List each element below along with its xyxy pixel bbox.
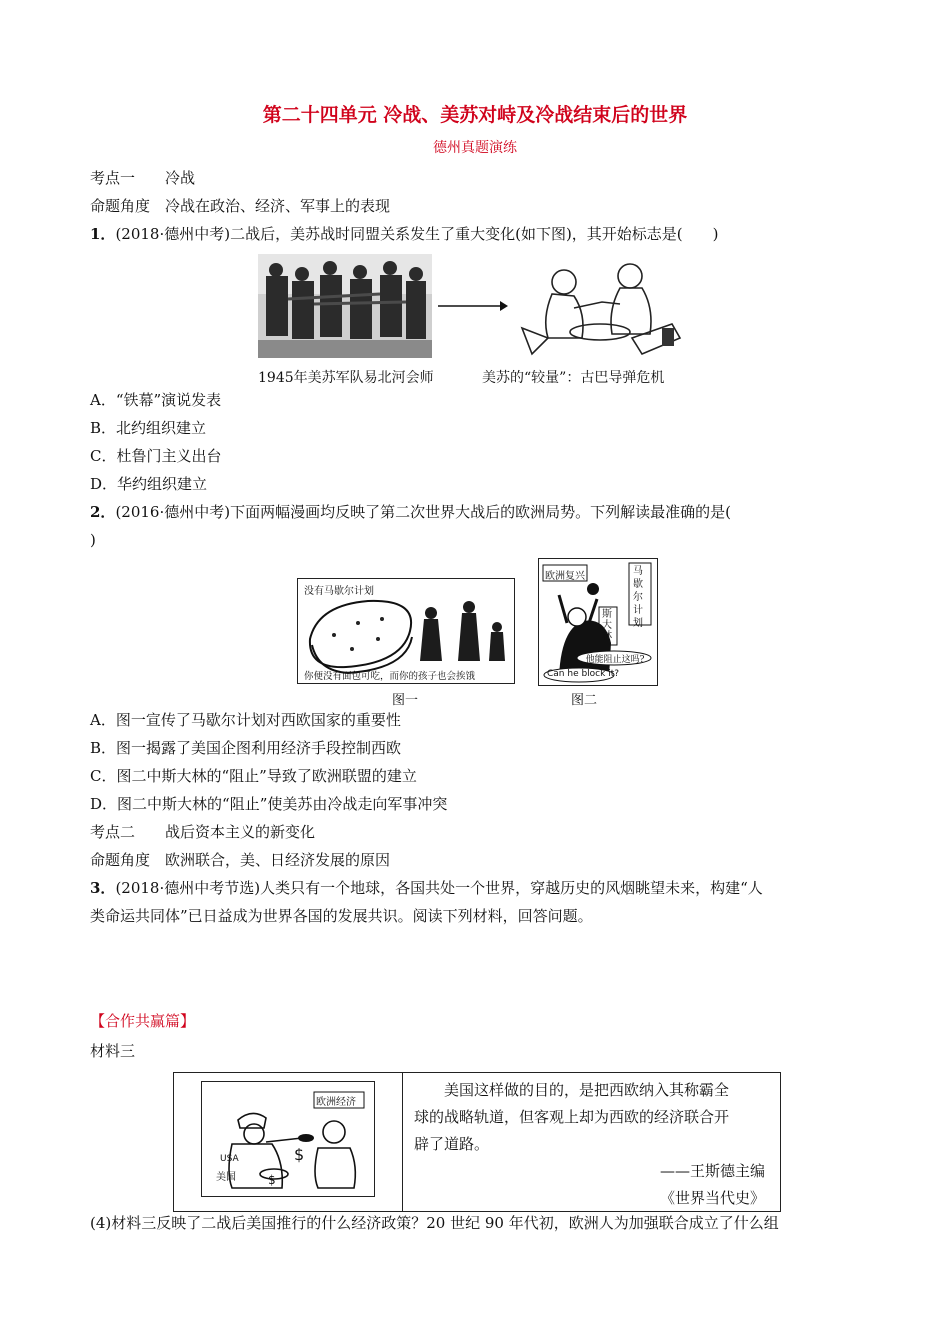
question-1-number: 1．	[90, 225, 116, 243]
kaodian-2: 考点二 战后资本主义的新变化	[90, 823, 316, 841]
cartoon-1-caption: 图一	[392, 693, 419, 708]
cartoon-1-top-text: 没有马歇尔计划	[304, 586, 374, 597]
cartoon-2-caption: 图二	[571, 693, 598, 708]
q2-option-b[interactable]: B．图一揭露了美国企图利用经济手段控制西欧	[90, 739, 402, 757]
q2-option-c[interactable]: C．图二中斯大林的“阻止”导致了欧洲联盟的建立	[90, 767, 417, 785]
label-europe: 欧洲复兴	[545, 571, 585, 582]
label-stalin: 斯大林	[602, 609, 612, 642]
svg-text:$: $	[268, 1173, 276, 1187]
question-2-number: 2．	[90, 503, 116, 521]
label-marshall: 马歇尔计划	[633, 566, 643, 629]
quote-line-1: 美国这样做的目的，是把西欧纳入其称霸全	[444, 1081, 730, 1099]
svg-text:$: $	[294, 1145, 305, 1164]
question-4: (4)材料三反映了二战后美国推行的什么经济政策？20 世纪 90 年代初，欧洲人为加强联合成立了什么组	[90, 1214, 779, 1232]
photo-elbe-meeting	[258, 254, 432, 358]
question-2-text: (2016·德州中考)下面两幅漫画均反映了第二次世界大战后的欧洲局势。下列解读最准确的是(	[115, 503, 731, 521]
q1-option-a[interactable]: A．“铁幕”演说发表	[90, 391, 222, 409]
material-3-cartoon	[201, 1081, 375, 1197]
cartoon-cuban-crisis	[512, 258, 690, 362]
question-3-line2: 类命运共同体”已日益成为世界各国的发展共识。阅读下列材料，回答问题。	[90, 907, 593, 925]
arm-wrestling-icon	[512, 258, 690, 362]
q2-option-d[interactable]: D．图二中斯大林的“阻止”使美苏由冷战走向军事冲突	[90, 795, 448, 813]
question-1	[90, 224, 865, 244]
section-tag: 【合作共赢篇】	[90, 1012, 196, 1030]
jiaodu-2: 命题角度 欧洲联合，美、日经济发展的原因	[90, 851, 391, 869]
jiaodu-1: 命题角度 冷战在政治、经济、军事上的表现	[90, 197, 391, 215]
q1-option-c[interactable]: C．杜鲁门主义出台	[90, 447, 222, 465]
cartoon-2	[538, 558, 658, 686]
question-2-paren: )	[90, 531, 96, 549]
page-title: 第二十四单元 冷战、美苏对峙及冷战结束后的世界	[262, 104, 688, 126]
quote-book: 《世界当代史》	[659, 1189, 765, 1207]
arrow-icon	[438, 300, 508, 312]
q2-option-a[interactable]: A．图一宣传了马歇尔计划对西欧国家的重要性	[90, 711, 401, 729]
cartoon-1-bottom-text: 你便没有面包可吃，而你的孩子也会挨饿	[304, 671, 476, 682]
quote-line-3: 辟了道路。	[414, 1135, 490, 1153]
label-us-cn: 美国	[216, 1172, 236, 1183]
question-2	[90, 502, 865, 522]
question-3-line1	[90, 878, 865, 898]
caption-left: 1945年美苏军队易北河会师	[258, 370, 434, 386]
material-3-quote	[414, 1077, 769, 1212]
cartoon-1	[297, 578, 515, 684]
question-3-text: (2018·德州中考节选)人类只有一个地球，各国共处一个世界，穿越历史的风烟眺望未来，构建“人	[115, 879, 763, 897]
q1-option-b[interactable]: B．北约组织建立	[90, 419, 207, 437]
kaodian-1: 考点一 冷战	[90, 169, 196, 187]
caption-right: 美苏的“较量”：古巴导弹危机	[482, 370, 665, 386]
page-subtitle: 德州真题演练	[433, 140, 517, 156]
question-1-text: (2018·德州中考)二战后，美苏战时同盟关系发生了重大变化(如下图)，其开始标志是( )	[115, 225, 719, 243]
material-label: 材料三	[90, 1042, 136, 1060]
bubble-cn: 他能阻止这吗?	[585, 655, 645, 665]
quote-author: ——王斯德主编	[659, 1162, 765, 1180]
label-european-economy: 欧洲经济	[316, 1097, 356, 1108]
bubble-en: Can he block it?	[547, 669, 620, 679]
q1-option-d[interactable]: D．华约组织建立	[90, 475, 208, 493]
question-3-number: 3．	[90, 879, 116, 897]
material-3-table	[173, 1072, 781, 1212]
soldiers-photo-icon	[258, 254, 432, 358]
material-3-cartoon-cell	[174, 1073, 403, 1211]
label-usa: USA	[220, 1154, 239, 1164]
quote-line-2: 球的战略轨道，但客观上却为西欧的经济联合开	[414, 1108, 730, 1126]
